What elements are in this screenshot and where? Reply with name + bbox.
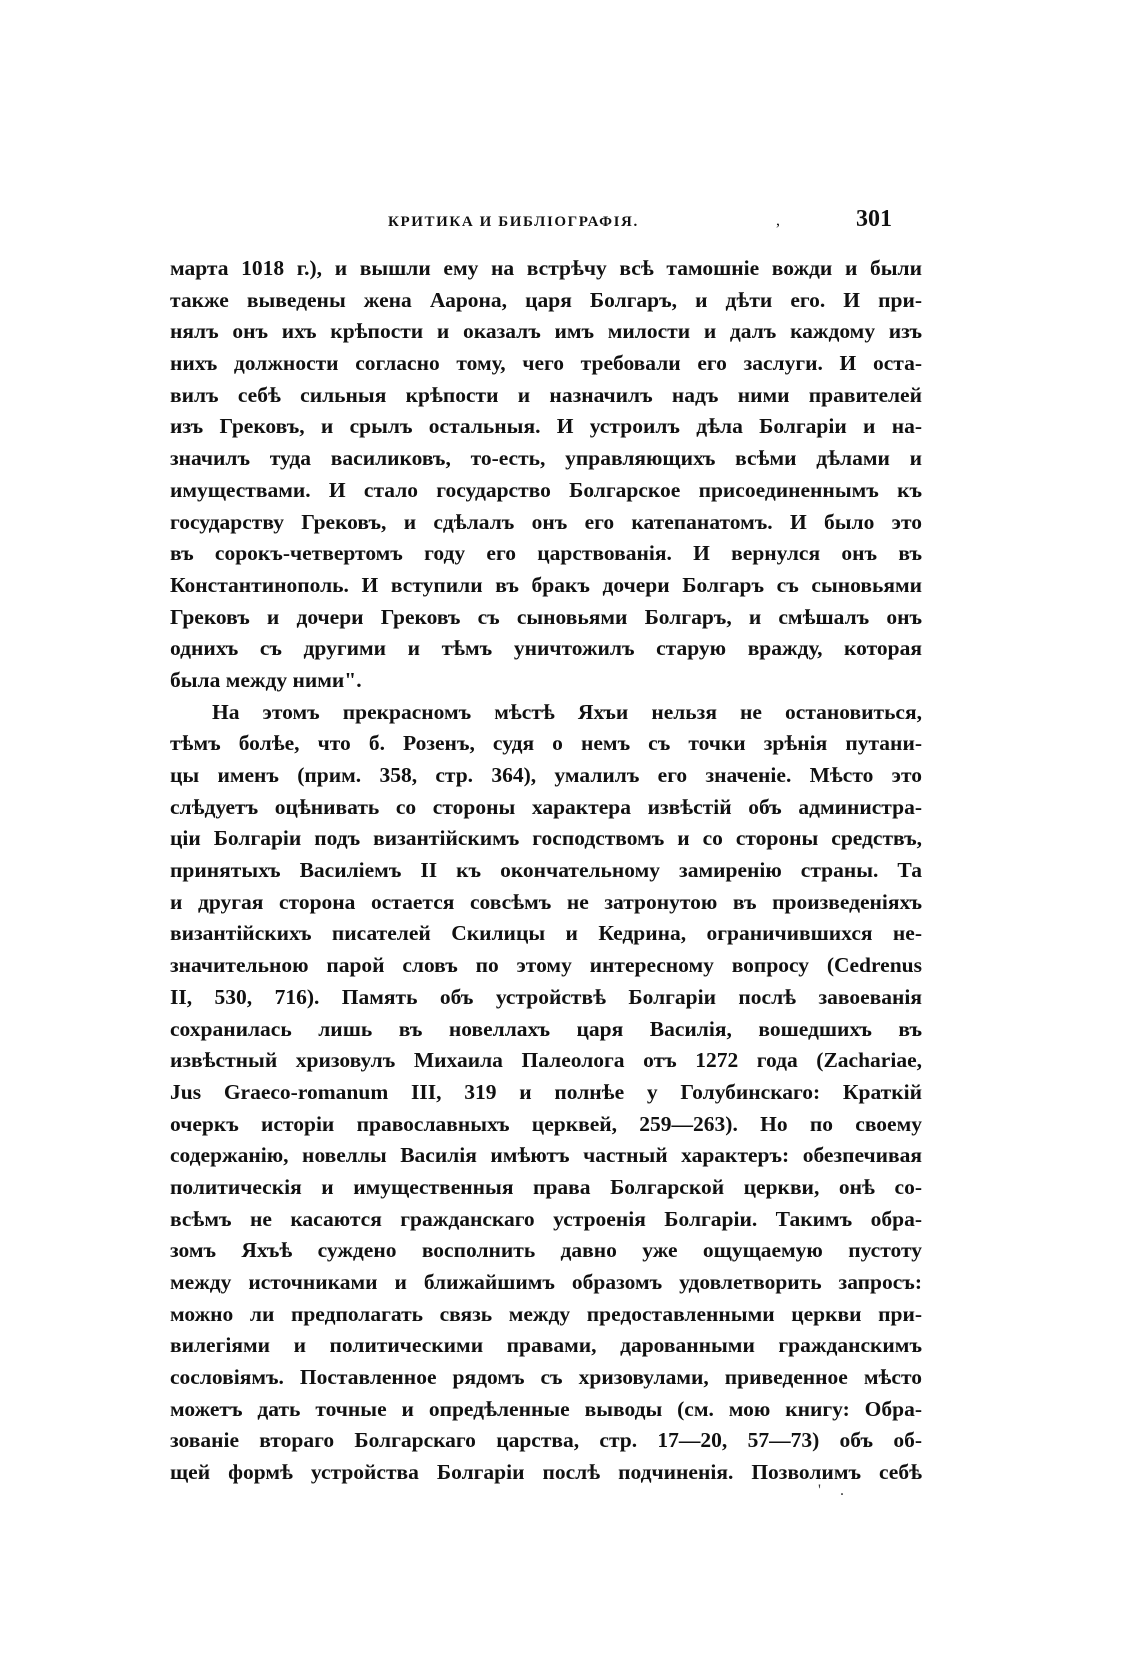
text-line: между источниками и ближайшимъ образомъ удовлетворить запросъ: [170, 1270, 922, 1294]
text-line: Грековъ и дочери Грековъ съ сыновьями Болгаръ, и смѣшалъ онъ [170, 604, 922, 629]
text-line: Константинополь. И вступили въ бракъ дочери Болгаръ съ сыновьями [170, 572, 922, 597]
text-line: зованіе втораго Болгарскаго царства, стр. 17—20, 57—73) объ об- [170, 1428, 922, 1453]
text-line: изъ Грековъ, и срылъ остальныя. И устроилъ дѣла Болгаріи и на- [170, 414, 922, 439]
running-header [170, 208, 922, 238]
text-line: государству Грековъ, и сдѣлалъ онъ его катепанатомъ. И было это [170, 509, 922, 534]
text-line: содержанію, новеллы Василія имѣютъ частный характеръ: обезпечивая [170, 1143, 922, 1168]
text-line: вилъ себѣ сильныя крѣпости и назначилъ надъ ними правителей [170, 382, 922, 407]
text-line: нялъ онъ ихъ крѣпости и оказалъ имъ милости и далъ каждому изъ [170, 319, 922, 344]
text-line: значилъ туда василиковъ, то-есть, управляющихъ всѣми дѣлами и [170, 446, 922, 471]
text-line: II, 530, 716). Память объ устройствѣ Болгаріи послѣ завоеванія [170, 984, 922, 1009]
text-line: принятыхъ Василіемъ II къ окончательному замиренію страны. Та [170, 858, 922, 883]
text-line: тѣмъ болѣе, что б. Розенъ, судя о немъ съ точки зрѣнія путани- [170, 731, 922, 756]
text-line: можно ли предполагать связь между предоставленными церкви при- [170, 1301, 922, 1326]
text-line: цы именъ (прим. 358, стр. 364), умалилъ его значеніе. Мѣсто это [170, 763, 922, 787]
text-line: сохранилась лишь въ новеллахъ царя Василія, вошедшихъ въ [170, 1016, 922, 1041]
stray-mark: ' [818, 1482, 821, 1499]
stray-mark: . [840, 1482, 844, 1499]
text-line: зомъ Яхъѣ суждено восполнить давно уже ощущаемую пустоту [170, 1238, 922, 1263]
text-line: въ сорокъ-четвертомъ году его царствованія. И вернулся онъ въ [170, 541, 922, 566]
text-line: марта 1018 г.), и вышли ему на встрѣчу всѣ тамошніе вожди и были [170, 256, 922, 280]
text-line: византійскихъ писателей Скилицы и Кедрина, ограничившихся не- [170, 921, 922, 946]
text-line: ціи Болгаріи подъ византійскимъ господствомъ и со стороны средствъ, [170, 826, 922, 851]
page-number: 301 [856, 206, 892, 232]
text-line: извѣстный хризовулъ Михаила Палеолога отъ 1272 года (Zachariae, [170, 1048, 922, 1073]
text-line: значительною парой словъ по этому интересному вопросу (Cedrenus [170, 953, 922, 978]
paragraph-start-line: На этомъ прекрасномъ мѣстѣ Яхъи нельзя не остановиться, [212, 699, 922, 724]
text-line: щей формѣ устройства Болгаріи послѣ подчиненія. Позволимъ себѣ [170, 1460, 922, 1485]
text-line: имуществами. И стало государство Болгарское присоединеннымъ къ [170, 477, 922, 502]
body-text [170, 253, 922, 1489]
text-line: нихъ должности согласно тому, чего требовали его заслуги. И оста- [170, 351, 922, 376]
text-line: сословіямъ. Поставленное рядомъ съ хризовулами, приведенное мѣсто [170, 1365, 922, 1390]
paragraph-end-line: была между ними". [170, 667, 362, 692]
text-line: и другая сторона остается совсѣмъ не затронутою въ произведеніяхъ [170, 889, 922, 914]
text-line: также выведены жена Аарона, царя Болгаръ, и дѣти его. И при- [170, 287, 922, 312]
text-line: Jus Graeco-romanum III, 319 и полнѣе у Голубинскаго: Краткій [170, 1079, 922, 1104]
text-line: политическія и имущественныя права Болгарской церкви, онѣ со- [170, 1174, 922, 1199]
text-line: вилегіями и политическими правами, дарованными гражданскимъ [170, 1333, 922, 1358]
text-line: очеркъ исторіи православныхъ церквей, 259—263). Но по своему [170, 1111, 922, 1136]
text-line: можетъ дать точные и опредѣленные выводы (см. мою книгу: Обра- [170, 1396, 922, 1421]
header-title: КРИТИКА И БИБЛІОГРАФІЯ. [388, 214, 639, 230]
text-line: однихъ съ другими и тѣмъ уничтожилъ старую вражду, которая [170, 636, 922, 661]
text-line: слѣдуетъ оцѣнивать со стороны характера извѣстій объ администра- [170, 794, 922, 819]
header-comma-mark: , [776, 212, 780, 229]
text-line: всѣмъ не касаются гражданскаго устроенія Болгаріи. Такимъ обра- [170, 1206, 922, 1231]
